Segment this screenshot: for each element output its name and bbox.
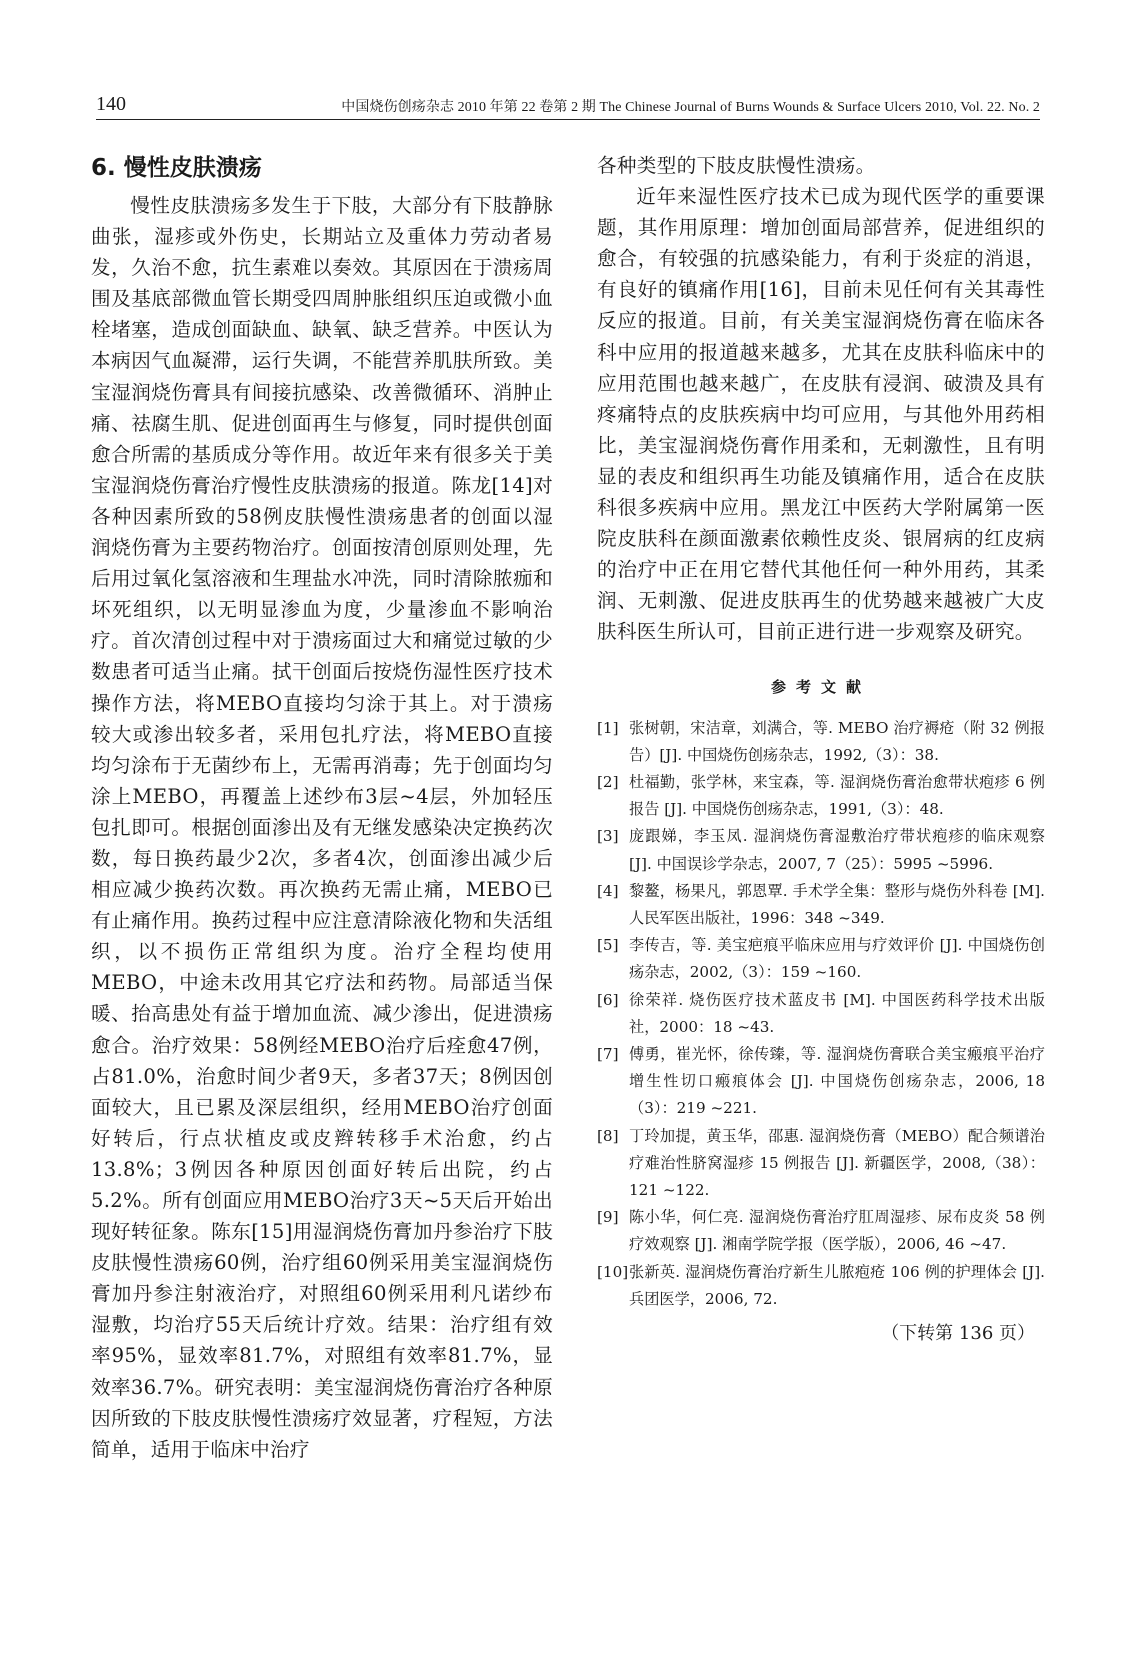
reference-item: [597, 1204, 1045, 1258]
reference-text: 丁玲加提，黄玉华，邵惠. 湿润烧伤膏（MEBO）配合频谱治疗难治性脐窝湿疹 15 例报告 [J]. 新疆医学，2008,（38）：121 ~122.: [629, 1126, 1045, 1199]
reference-text: 张树朝，宋洁章，刘满合，等. MEBO 治疗褥疮（附 32 例报告）[J]. 中国烧伤创疡杂志，1992,（3）：38.: [629, 718, 1045, 764]
reference-number: [1]: [597, 718, 619, 737]
reference-number: [5]: [597, 936, 619, 955]
running-header: [96, 93, 1040, 120]
reference-number: [3]: [597, 827, 619, 846]
body-paragraph-continued: 各种类型的下肢皮肤慢性溃疡。: [597, 154, 876, 177]
reference-text: 张新英. 湿润烧伤膏治疗新生儿脓疱疮 106 例的护理体会 [J]. 兵团医学，2006, 72.: [629, 1262, 1045, 1308]
reference-list: [597, 715, 1045, 1313]
body-paragraph: 慢性皮肤溃疡多发生于下肢，大部分有下肢静脉曲张，湿疹或外伤史，长期站立及重体力劳动者易发，久治不愈，抗生素难以奏效。其原因在于溃疡周围及基底部微血管长期受四周肿胀组织压迫或微小血栓堵塞，造成创面缺血、缺氧、缺乏营养。中医认为本病因气血凝滞，运行失调，不能营养肌肤所致。美宝湿润烧伤膏具有间接抗感染、改善微循环、消肿止痛、祛腐生肌、促进创面再生与修复，同时提供创面愈合所需的基质成分等作用。故近年来有很多关于美宝湿润烧伤膏治疗慢性皮肤溃疡的报道。陈龙[14]对各种因素所致的58例皮肤慢性溃疡患者的创面以湿润烧伤膏为主要药物治疗。创面按清创原则处理，先后用过氧化氢溶液和生理盐水冲洗，同时清除脓痂和坏死组织，以无明显渗血为度，少量渗血不影响治疗。首次清创过程中对于溃疡面过大和痛觉过敏的少数患者可适当止痛。拭干创面后按烧伤湿性医疗技术操作方法，将MEBO直接均匀涂于其上。对于溃疡较大或渗出较多者，采用包扎疗法，将MEBO直接均匀涂布于无菌纱布上，无需再消毒；先于创面均匀涂上MEBO，再覆盖上述纱布3层~4层，外加轻压包扎即可。根据创面渗出及有无继发感染决定换药次数，每日换药最少2次，多者4次，创面渗出减少后相应减少换药次数。再次换药无需止痛，MEBO已有止痛作用。换药过程中应注意清除液化物和失活组织，以不损伤正常组织为度。治疗全程均使用MEBO，中途未改用其它疗法和药物。局部适当保暖、抬高患处有益于增加血流、减少渗出，促进溃疡愈合。治疗效果：58例经MEBO治疗后痊愈47例，占81.0%，治愈时间少者9天，多者37天；8例因创面较大，且已累及深层组织，经用MEBO治疗创面好转后，行点状植皮或皮辫转移手术治愈，约占13.8%；3例因各种原因创面好转后出院，约占5.2%。所有创面应用MEBO治疗3天~5天后开始出现好转征象。陈东[15]用湿润烧伤膏加丹参治疗下肢皮肤慢性溃疡60例，治疗组60例采用美宝湿润烧伤膏加丹参注射液治疗，对照组60例采用利凡诺纱布湿敷，均治疗55天后统计疗效。结果：治疗组有效率95%，显效率81.7%，对照组有效率81.7%，显效率36.7%。研究表明：美宝湿润烧伤膏治疗各种原因所致的下肢皮肤慢性溃疡疗效显著，疗程短，方法简单，适用于临床中治疗: [91, 194, 553, 1461]
reference-item: [597, 715, 1045, 769]
reference-text: 徐荣祥. 烧伤医疗技术蓝皮书 [M]. 中国医药科学技术出版社，2000：18 ~43.: [629, 990, 1045, 1036]
reference-text: 陈小华，何仁亮. 湿润烧伤膏治疗肛周湿疹、尿布皮炎 58 例疗效观察 [J]. 湘南学院学报（医学版），2006, 46 ~47.: [629, 1208, 1045, 1254]
reference-item: [597, 932, 1045, 986]
journal-citation: 中国烧伤创疡杂志 2010 年第 22 卷第 2 期 The Chinese Journal of Burns Wounds & Surface Ulcers 2010, Vol. 22. No. 2: [341, 100, 1040, 115]
references-heading: 参考文献: [770, 677, 871, 696]
body-paragraph: 近年来湿性医疗技术已成为现代医学的重要课题，其作用原理：增加创面局部营养，促进组织的愈合，有较强的抗感染能力，有利于炎症的消退，有良好的镇痛作用[16]，目前未见任何有关其毒性反应的报道。目前，有关美宝湿润烧伤膏在临床各科中应用的报道越来越多，尤其在皮肤科临床中的应用范围也越来越广，在皮肤有浸润、破溃及具有疼痛特点的皮肤疾病中均可应用，与其他外用药相比，美宝湿润烧伤膏作用柔和，无刺激性，且有明显的表皮和组织再生功能及镇痛作用，适合在皮肤科很多疾病中应用。黑龙江中医药大学附属第一医院皮肤科在颜面激素依赖性皮炎、银屑病的红皮病的治疗中正在用它替代其他任何一种外用药，其柔润、无刺激、促进皮肤再生的优势越来越被广大皮肤科医生所认可，目前正进行进一步观察及研究。: [597, 185, 1045, 644]
reference-item: [597, 878, 1045, 932]
reference-text: 黎鳌，杨果凡，郭恩覃. 手术学全集：整形与烧伤外科卷 [M]. 人民军医出版社，1996：348 ~349.: [629, 881, 1045, 927]
reference-number: [8]: [597, 1126, 619, 1145]
reference-text: 杜福勤，张学林，来宝森，等. 湿润烧伤膏治愈带状疱疹 6 例报告 [J]. 中国烧伤创疡杂志，1991,（3）：48.: [629, 772, 1045, 819]
reference-item: [597, 1259, 1045, 1313]
reference-item: [597, 769, 1045, 823]
right-column: [597, 150, 1045, 1345]
reference-number: [4]: [597, 881, 619, 900]
reference-text: 庞跟娣，李玉凤. 湿润烧伤膏湿敷治疗带状疱疹的临床观察 [J]. 中国误诊学杂志，2007, 7（25）：5995 ~5996.: [629, 827, 1045, 873]
continued-note: （下转第 136 页）: [881, 1322, 1035, 1344]
reference-text: 李传吉，等. 美宝疤痕平临床应用与疗效评价 [J]. 中国烧伤创疡杂志，2002,（3）：159 ~160.: [629, 936, 1045, 982]
reference-number: [7]: [597, 1044, 619, 1063]
reference-number: [2]: [597, 772, 619, 791]
section-title: 6. 慢性皮肤溃疡: [91, 155, 262, 181]
reference-number: [9]: [597, 1208, 619, 1227]
left-column: [91, 150, 553, 1465]
reference-number: [10]: [597, 1262, 629, 1281]
reference-text: 傅勇，崔光怀，徐传臻，等. 湿润烧伤膏联合美宝瘢痕平治疗增生性切口瘢痕体会 [J]. 中国烧伤创疡杂志，2006, 18（3）：219 ~221.: [629, 1044, 1045, 1118]
reference-item: [597, 1123, 1045, 1205]
page-number: 140: [96, 93, 126, 115]
reference-item: [597, 823, 1045, 877]
reference-item: [597, 987, 1045, 1041]
reference-item: [597, 1041, 1045, 1123]
reference-number: [6]: [597, 990, 619, 1009]
